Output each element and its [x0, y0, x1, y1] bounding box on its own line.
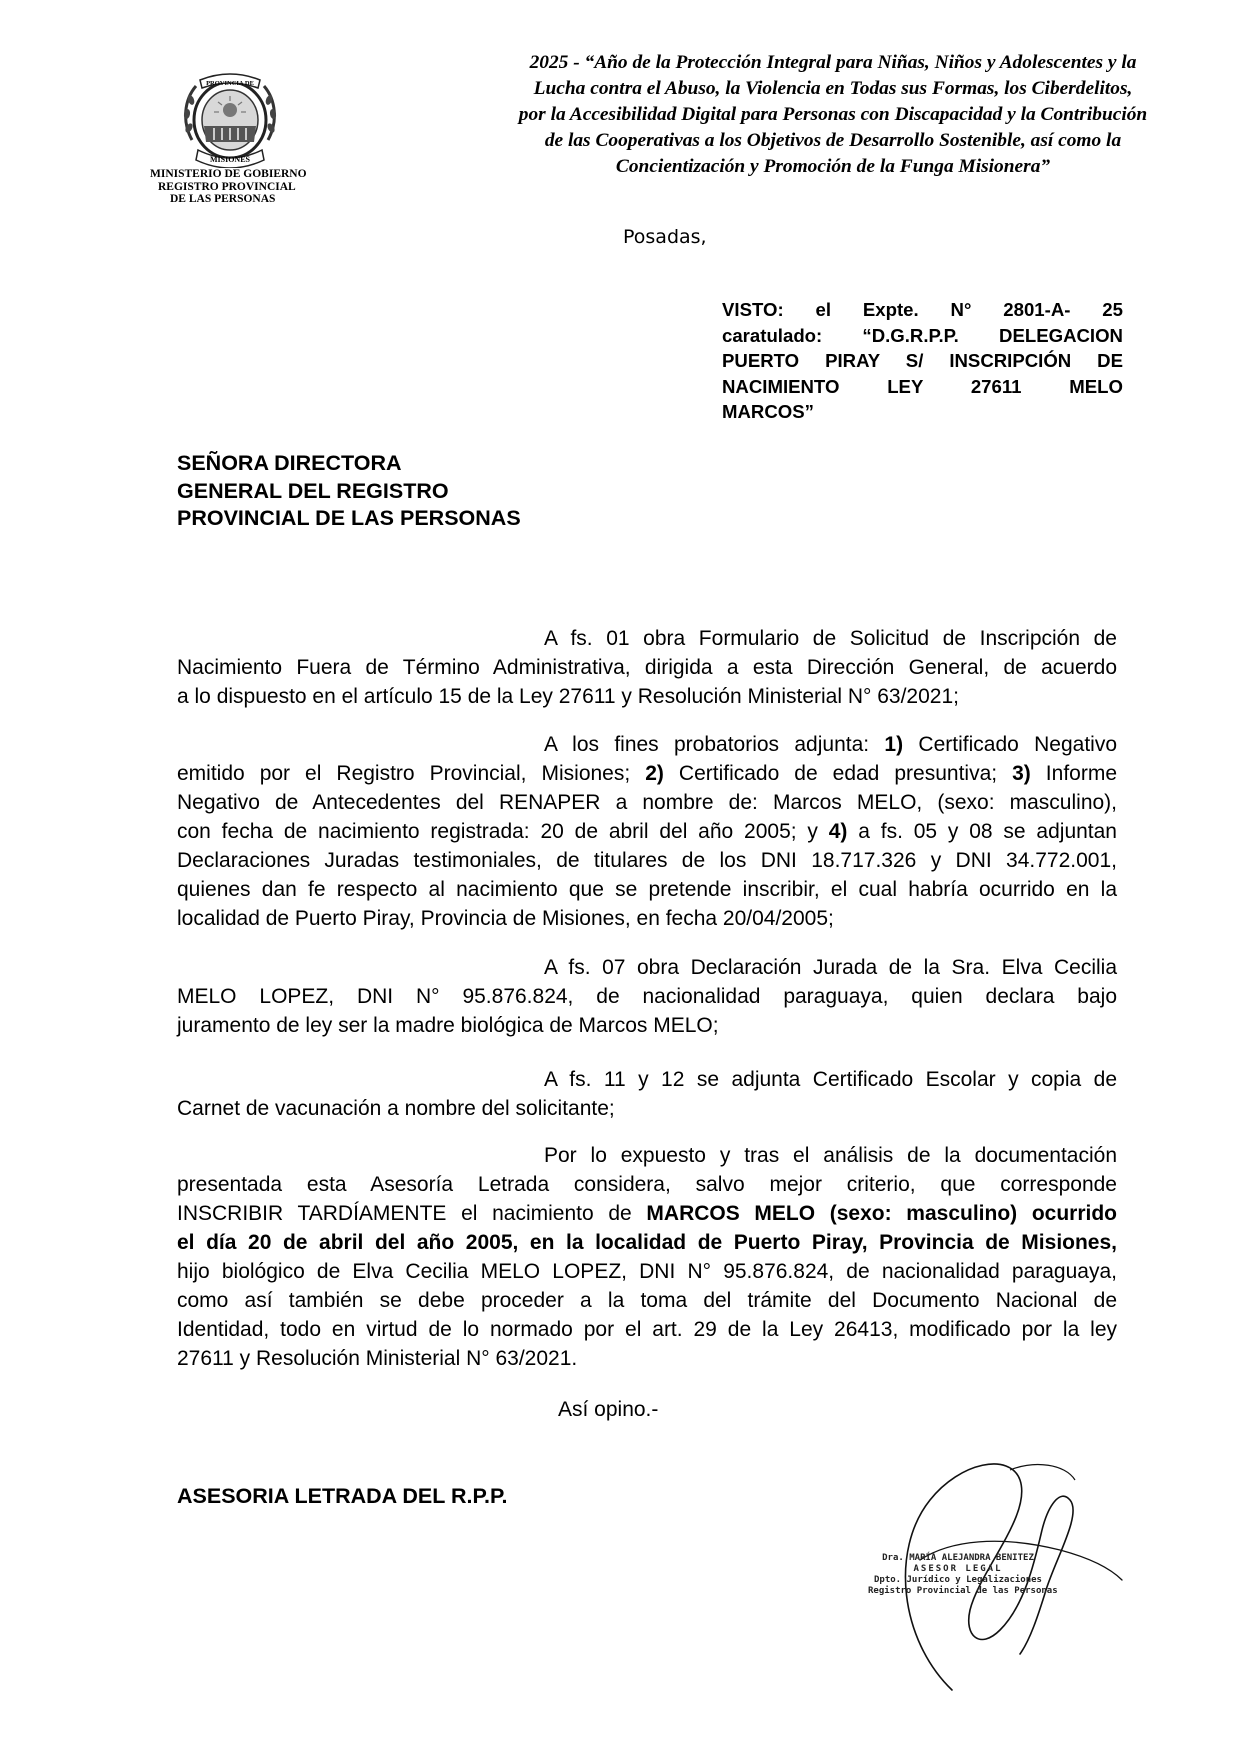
motto-line: Lucha contra el Abuso, la Violencia en Todas sus Formas, los Ciberdelitos, — [533, 78, 1133, 99]
paragraph-line: A fs. 01 obra Formulario de Solicitud de Inscripción de — [544, 627, 1117, 650]
city-date: Posadas, — [623, 226, 707, 248]
visto-line: PUERTO PIRAY S/ INSCRIPCIÓN DE — [722, 350, 1123, 371]
paragraph-line: Identidad, todo en virtud de lo normado por el art. 29 de la Ley 26413, modificado por la ley — [177, 1318, 1117, 1341]
paragraph-line: MELO LOPEZ, DNI N° 95.876.824, de nacionalidad paraguaya, quien declara bajo — [177, 985, 1117, 1008]
motto-line: Concientización y Promoción de la Funga Misionera” — [615, 156, 1051, 177]
addressee-line: SEÑORA DIRECTORA — [177, 451, 402, 475]
visto-block — [722, 297, 1123, 425]
motto-line: por la Accesibilidad Digital para Personas con Discapacidad y la Contribución — [518, 104, 1148, 125]
ministry-line: MINISTERIO DE GOBIERNO — [150, 168, 307, 180]
visto-line: VISTO: el Expte. N° 2801-A- 25 — [722, 299, 1123, 320]
paragraph-declaracion — [177, 953, 1117, 1040]
paragraph-line: con fecha de nacimiento registrada: 20 de abril del año 2005; y 4) a fs. 05 y 08 se adjuntan — [177, 820, 1117, 843]
paragraph-line: presentada esta Asesoría Letrada considera, salvo mejor criterio, que corresponde — [177, 1173, 1117, 1196]
paragraph-line: Declaraciones Juradas testimoniales, de titulares de los DNI 18.717.326 y DNI 34.772.001, — [177, 849, 1117, 872]
ministry-line: DE LAS PERSONAS — [170, 193, 276, 205]
paragraph-line: juramento de ley ser la madre biológica de Marcos MELO; — [177, 1014, 719, 1037]
paragraph-line: Negativo de Antecedentes del RENAPER a nombre de: Marcos MELO, (sexo: masculino), — [177, 791, 1117, 814]
addressee-line: GENERAL DEL REGISTRO — [177, 478, 449, 503]
motto-line: de las Cooperativas a los Objetivos de Desarrollo Sostenible, así como la — [544, 130, 1122, 151]
visto-line: caratulado: “D.G.R.P.P. DELEGACION — [722, 324, 1123, 346]
paragraph-line: A fs. 07 obra Declaración Jurada de la Sra. Elva Cecilia — [544, 956, 1117, 979]
visto-line: NACIMIENTO LEY 27611 MELO — [722, 375, 1123, 397]
paragraph-line: INSCRIBIR TARDÍAMENTE el nacimiento de MARCOS MELO (sexo: masculino) ocurrido — [177, 1202, 1117, 1225]
paragraph-line: A los fines probatorios adjunta: 1) Certificado Negativo — [544, 733, 1117, 756]
paragraph-line: quienes dan fe respecto al nacimiento que se pretende inscribir, el cual habría ocurrido en la — [177, 878, 1117, 901]
ministry-name — [150, 168, 330, 206]
closing-phrase: Así opino.- — [558, 1398, 659, 1421]
paragraph-line: emitido por el Registro Provincial, Misiones; 2) Certificado de edad presuntiva; 3) Informe — [177, 762, 1117, 785]
addressee-line: PROVINCIAL DE LAS PERSONAS — [177, 506, 521, 530]
paragraph-line: hijo biológico de Elva Cecilia MELO LOPEZ, DNI N° 95.876.824, de nacionalidad paraguaya, — [177, 1260, 1117, 1283]
paragraph-pruebas — [177, 730, 1117, 933]
paragraph-certificado — [177, 1065, 1117, 1123]
paragraph-line: como así también se debe proceder a la toma del trámite del Documento Nacional de — [177, 1289, 1117, 1312]
signer-office: ASESORIA LETRADA DEL R.P.P. — [177, 1484, 508, 1508]
paragraph-line: 27611 y Resolución Ministerial N° 63/2021. — [177, 1347, 578, 1370]
paragraph-formulario — [177, 624, 1117, 711]
paragraph-line: localidad de Puerto Piray, Provincia de Misiones, en fecha 20/04/2005; — [177, 907, 834, 930]
seal-label-bottom: MISIONES — [209, 155, 251, 164]
official-stamp — [868, 1553, 1058, 1597]
stamp-line: Registro Provincial de las Personas — [868, 1586, 1058, 1596]
ministry-line: REGISTRO PROVINCIAL — [158, 180, 296, 193]
stamp-line: Dpto. Jurídico y Legalizaciones — [874, 1575, 1042, 1585]
paragraph-line: Por lo expuesto y tras el análisis de la documentación — [544, 1144, 1117, 1167]
seal-label-top: PROVINCIA DE — [206, 80, 254, 87]
paragraph-line: el día 20 de abril del año 2005, en la localidad de Puerto Piray, Provincia de Misiones, — [177, 1231, 1117, 1254]
visto-line: MARCOS” — [722, 401, 814, 422]
motto-line: 2025 - “Año de la Protección Integral para Niñas, Niños y Adolescentes y la — [529, 52, 1137, 73]
paragraph-line: Carnet de vacunación a nombre del solicitante; — [177, 1097, 615, 1120]
year-motto — [488, 50, 1178, 180]
paragraph-line: A fs. 11 y 12 se adjunta Certificado Escolar y copia de — [544, 1068, 1117, 1091]
province-seal — [178, 70, 282, 168]
paragraph-line: Nacimiento Fuera de Término Administrativa, dirigida a esta Dirección General, de acuerdo — [177, 656, 1117, 679]
addressee — [177, 450, 521, 533]
stamp-line: Dra. MARÍA ALEJANDRA BENITEZ — [882, 1553, 1034, 1563]
paragraph-dictamen — [177, 1141, 1117, 1373]
stamp-line: ASESOR LEGAL — [913, 1564, 1003, 1574]
paragraph-line: a lo dispuesto en el artículo 15 de la Ley 27611 y Resolución Ministerial N° 63/2021; — [177, 685, 959, 708]
